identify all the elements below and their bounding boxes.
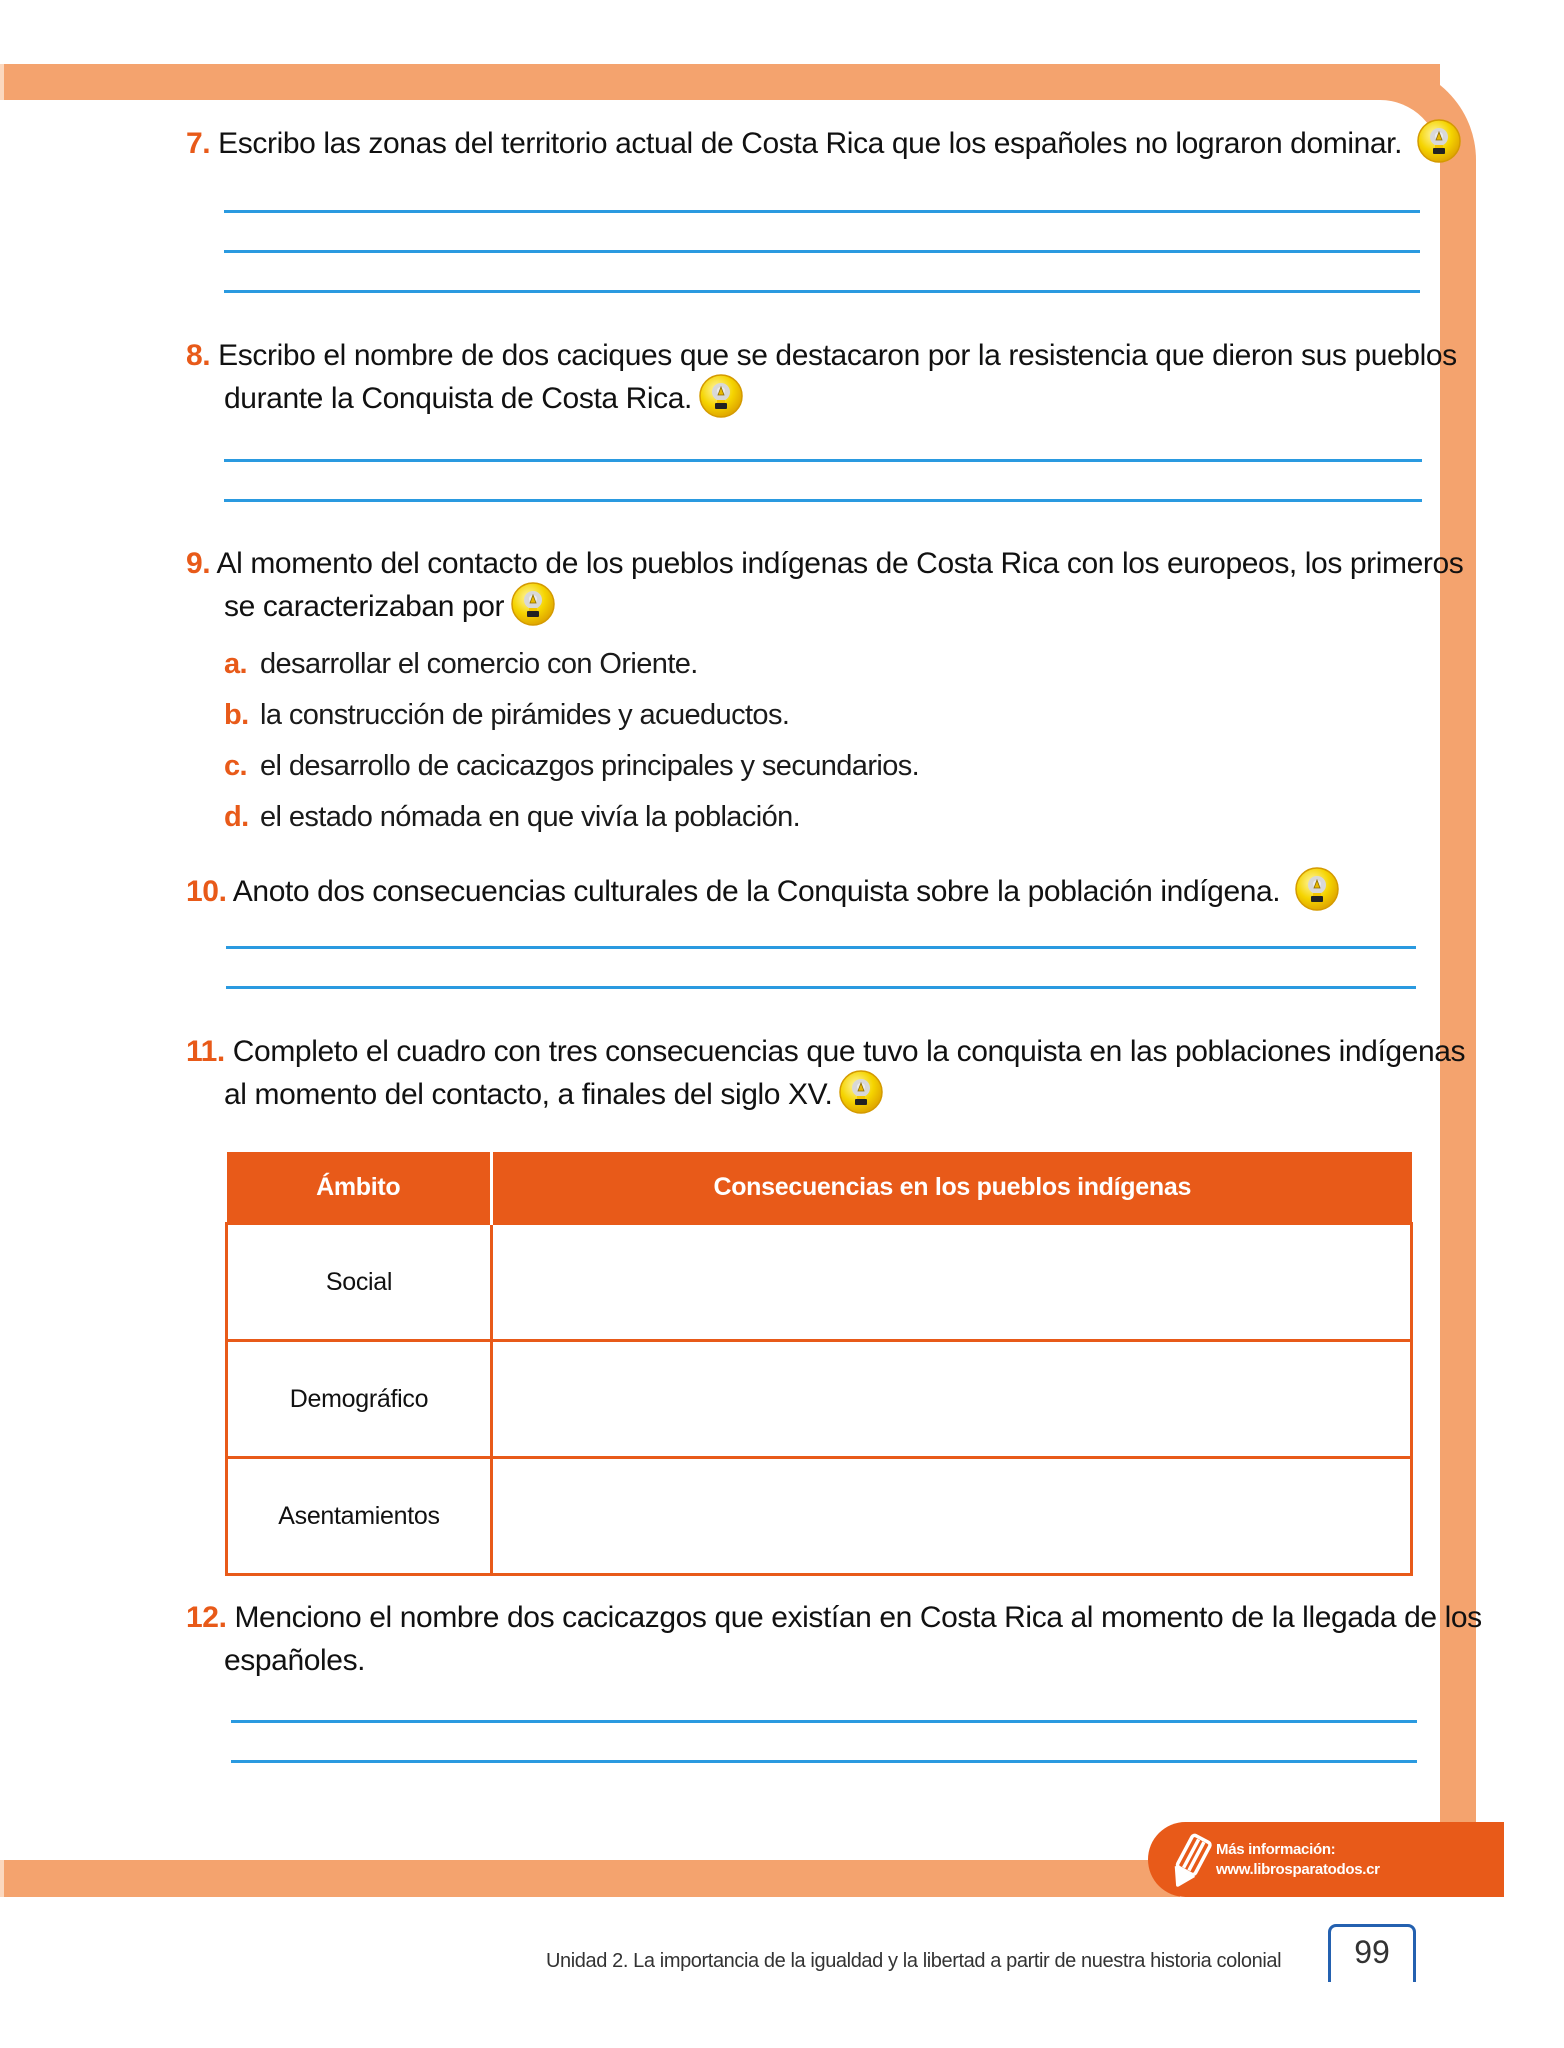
option-text: el estado nómada en que vivía la población. xyxy=(260,801,801,833)
option-text: desarrollar el comercio con Oriente. xyxy=(260,648,698,680)
option-b[interactable] xyxy=(224,695,789,735)
table-cell-ambito: Social xyxy=(227,1224,492,1341)
table-cell-answer[interactable] xyxy=(492,1458,1412,1575)
more-info-link[interactable]: www.librosparatodos.cr xyxy=(1216,1861,1380,1878)
lightbulb-icon xyxy=(698,373,744,419)
question-text: Escribo las zonas del territorio actual de Costa Rica que los españoles no lograron dominar. xyxy=(218,127,1403,160)
question-9 xyxy=(186,542,1463,628)
answer-line[interactable] xyxy=(224,290,1420,293)
question-number: 9. xyxy=(186,547,211,580)
option-text: la construcción de pirámides y acueductos. xyxy=(260,699,790,731)
question-7 xyxy=(186,122,1462,165)
option-letter: b. xyxy=(224,699,249,731)
lightbulb-icon xyxy=(838,1069,884,1115)
table-row xyxy=(227,1224,1412,1341)
question-text-continued: se caracterizaban por xyxy=(224,590,505,623)
lightbulb-icon xyxy=(1416,118,1462,164)
table-header-ambito: Ámbito xyxy=(227,1152,492,1224)
question-number: 10. xyxy=(186,875,227,908)
consequences-table xyxy=(225,1152,1413,1576)
answer-line[interactable] xyxy=(231,1760,1417,1763)
answer-line[interactable] xyxy=(224,499,1422,502)
more-info-callout xyxy=(1148,1822,1504,1897)
question-10 xyxy=(186,870,1340,913)
page-frame-bottom xyxy=(0,1860,1180,1897)
page-number-box xyxy=(1328,1924,1416,1982)
answer-line[interactable] xyxy=(226,986,1416,989)
table-row xyxy=(227,1341,1412,1458)
question-number: 12. xyxy=(186,1601,227,1634)
option-letter: c. xyxy=(224,750,247,782)
question-8 xyxy=(186,334,1457,420)
answer-line[interactable] xyxy=(226,946,1416,949)
table-header-consecuencias: Consecuencias en los pueblos indígenas xyxy=(492,1152,1412,1224)
option-letter: a. xyxy=(224,648,247,680)
option-c[interactable] xyxy=(224,746,919,786)
question-text-continued: españoles. xyxy=(224,1644,366,1677)
question-text: Escribo el nombre de dos caciques que se destacaron por la resistencia que dieron sus pueblos xyxy=(218,339,1457,372)
option-a[interactable] xyxy=(224,644,698,684)
question-text: Anoto dos consecuencias culturales de la Conquista sobre la población indígena. xyxy=(232,875,1281,908)
table-row xyxy=(227,1458,1412,1575)
table-header-row xyxy=(227,1152,1412,1224)
more-info-text xyxy=(1216,1840,1380,1880)
page-frame-right xyxy=(1440,198,1476,1822)
question-12 xyxy=(186,1596,1482,1682)
option-text: el desarrollo de cacicazgos principales y secundarios. xyxy=(260,750,920,782)
lightbulb-icon xyxy=(510,581,556,627)
question-text-continued: al momento del contacto, a finales del siglo XV. xyxy=(224,1078,833,1111)
page-frame-bottom-edge xyxy=(0,1860,4,1897)
lightbulb-icon xyxy=(1294,866,1340,912)
question-number: 8. xyxy=(186,339,211,372)
unit-title: Unidad 2. La importancia de la igualdad y la libertad a partir de nuestra historia colonial xyxy=(546,1950,1282,1972)
answer-line[interactable] xyxy=(224,210,1420,213)
question-number: 11. xyxy=(186,1035,225,1068)
option-letter: d. xyxy=(224,801,249,833)
question-text-continued: durante la Conquista de Costa Rica. xyxy=(224,382,692,415)
answer-line[interactable] xyxy=(224,250,1420,253)
page-frame-top xyxy=(0,64,1440,100)
option-d[interactable] xyxy=(224,797,800,837)
pencil-icon xyxy=(1166,1832,1214,1892)
table-cell-answer[interactable] xyxy=(492,1224,1412,1341)
answer-line[interactable] xyxy=(231,1720,1417,1723)
answer-line[interactable] xyxy=(224,459,1422,462)
question-text: Completo el cuadro con tres consecuencias que tuvo la conquista en las poblaciones indígenas xyxy=(232,1035,1466,1068)
question-number: 7. xyxy=(186,127,211,160)
table-cell-ambito: Demográfico xyxy=(227,1341,492,1458)
page-frame-top-edge xyxy=(0,64,4,100)
more-info-label: Más información: xyxy=(1216,1841,1336,1858)
page-number: 99 xyxy=(1354,1934,1390,1970)
table-cell-answer[interactable] xyxy=(492,1341,1412,1458)
question-11 xyxy=(186,1030,1465,1116)
table-cell-ambito: Asentamientos xyxy=(227,1458,492,1575)
question-text: Al momento del contacto de los pueblos indígenas de Costa Rica con los europeos, los primeros xyxy=(216,547,1464,580)
question-text: Menciono el nombre dos cacicazgos que existían en Costa Rica al momento de la llegada de los xyxy=(234,1601,1482,1634)
